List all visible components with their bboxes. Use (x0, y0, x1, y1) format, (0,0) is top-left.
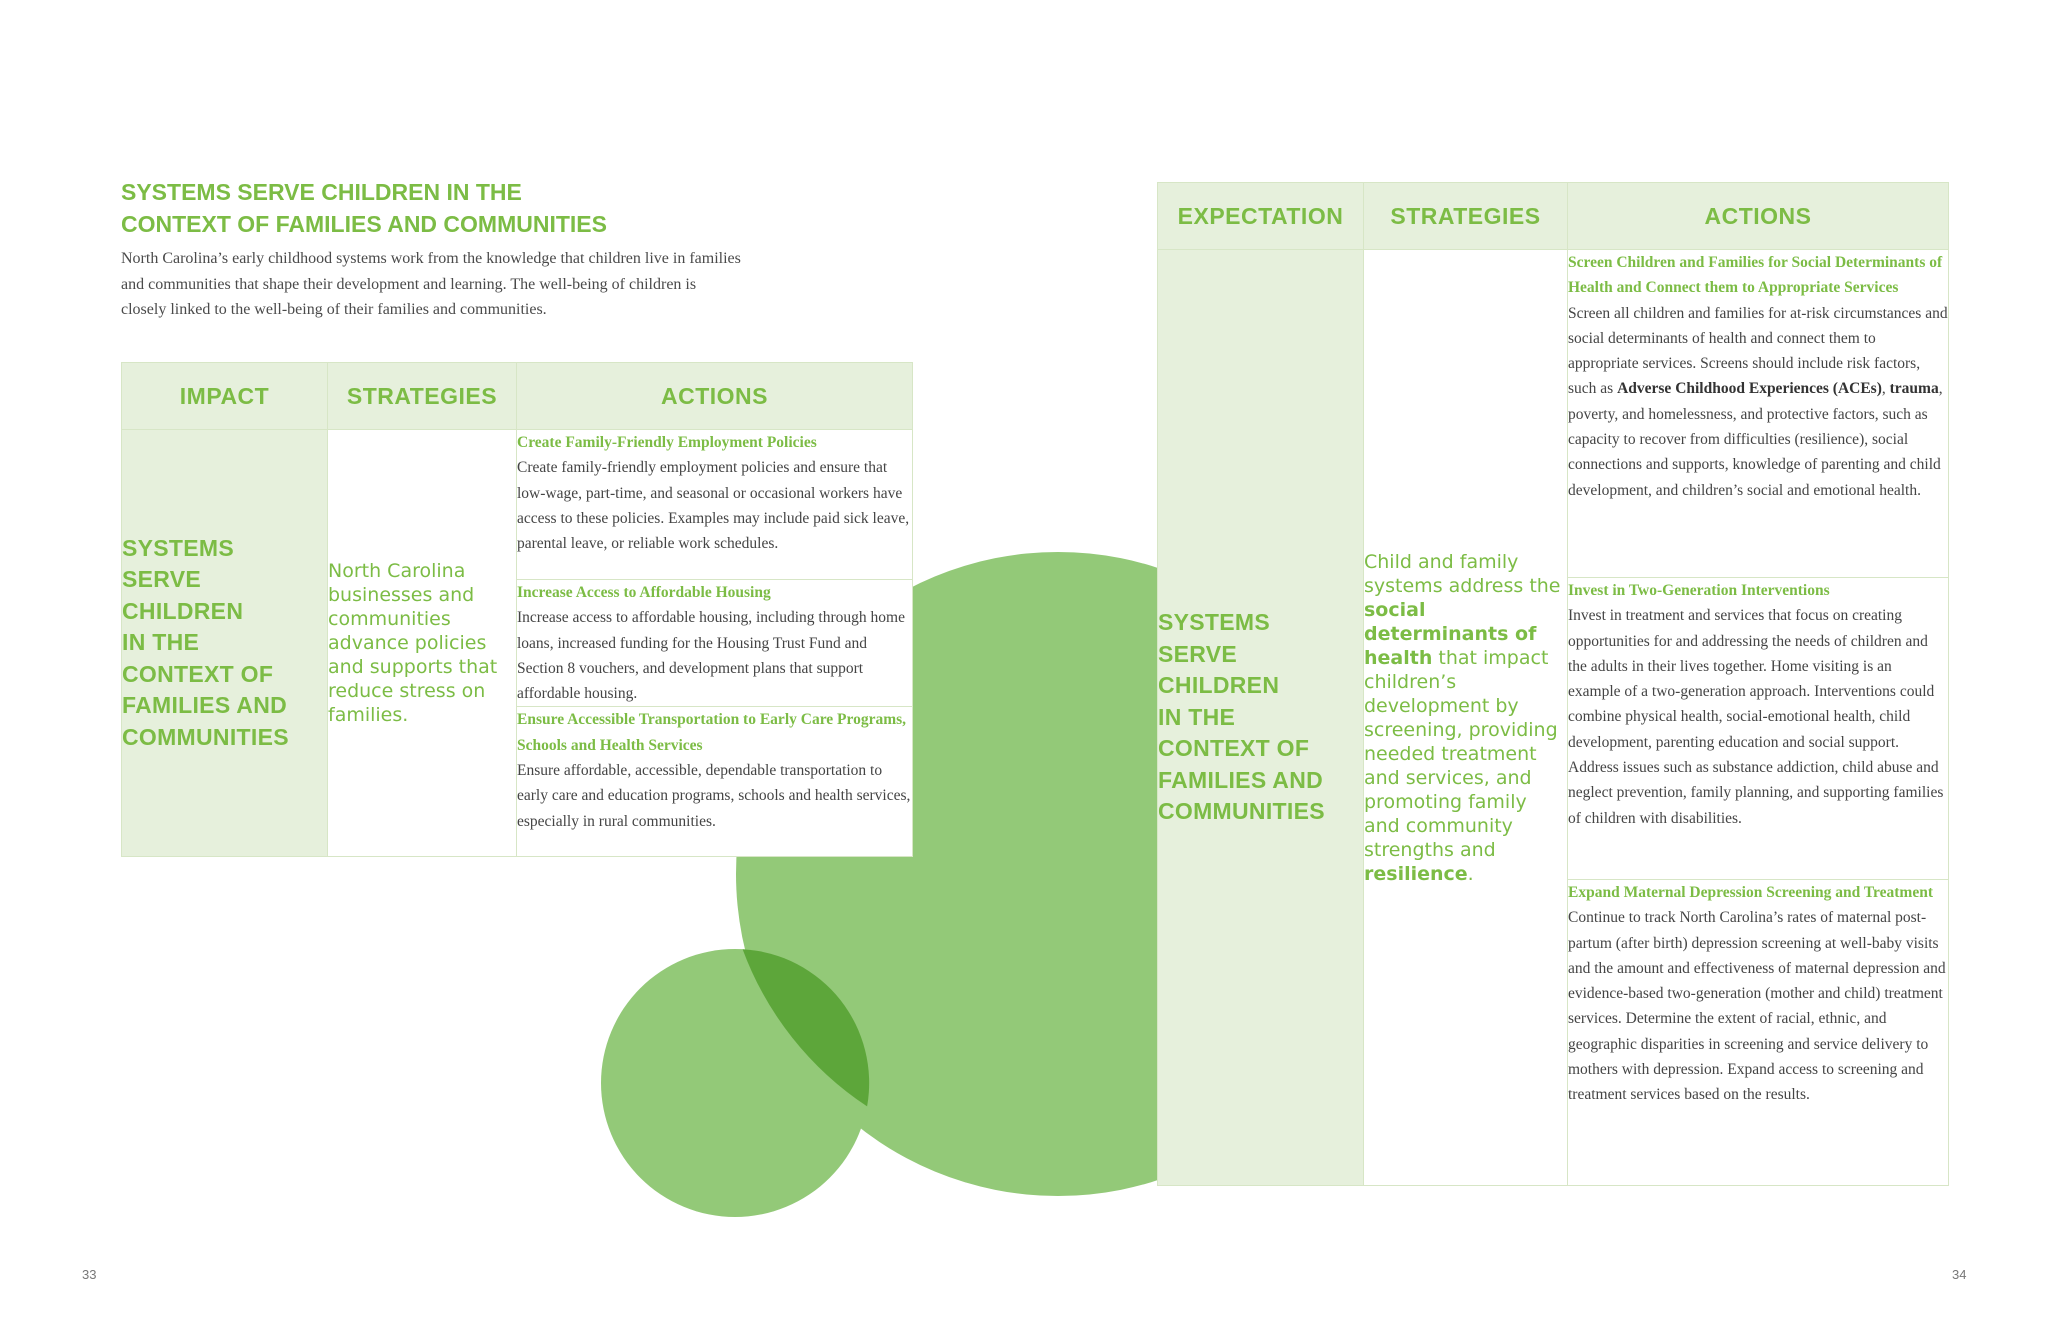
action-body-text: Screen all children and families for at-risk circumstances and social determinants of health and connect them to appropriate services. Screens should include risk factors, such as (1568, 304, 1948, 398)
page-number-right: 34 (1952, 1267, 1967, 1282)
table-header-row (1158, 183, 1949, 250)
action-title: Increase Access to Affordable Housing (517, 584, 771, 601)
action-cell (1568, 880, 1949, 1186)
action-body-text: , poverty, and homelessness, and protective factors, such as capacity to recover from difficulties (resilience), social connections and supports, knowledge of parenting and child development, and children’s social and emotional health. (1568, 380, 1943, 499)
impact-line: SERVE (122, 566, 202, 593)
action-cell (517, 580, 913, 707)
expectation-line: IN THE (1158, 703, 1236, 730)
action-bold-term: trauma (1889, 380, 1939, 398)
strategy-cell (1364, 250, 1568, 1186)
expectation-line: CONTEXT OF (1158, 735, 1310, 762)
table-row (1158, 250, 1949, 578)
column-header-strategies: STRATEGIES (328, 363, 517, 430)
action-cell (517, 430, 913, 580)
column-header-expectation: EXPECTATION (1158, 183, 1364, 250)
strategy-bold-term: resilience (1364, 862, 1468, 885)
column-header-actions: ACTIONS (1568, 183, 1949, 250)
action-title: Invest in Two-Generation Interventions (1568, 582, 1830, 599)
table-header-row (122, 363, 913, 430)
expectation-line: SERVE (1158, 640, 1238, 667)
table-row (122, 430, 913, 580)
expectation-line: SYSTEMS (1158, 609, 1271, 636)
expectation-line: COMMUNITIES (1158, 798, 1325, 825)
column-header-actions: ACTIONS (517, 363, 913, 430)
action-cell (1568, 250, 1949, 578)
action-body-text: , (1881, 380, 1890, 398)
action-body: Ensure affordable, accessible, dependable transportation to early care and education programs, schools and health services, especially in rural communities. (517, 762, 911, 830)
strategy-text: . (1467, 862, 1474, 885)
action-title: Ensure Accessible Transportation to Early Care Programs, Schools and Health Services (517, 711, 907, 754)
action-body: Continue to track North Carolina’s rates of maternal post-partum (after birth) depression screening at well-baby visits and the amount and effectiveness of maternal depression and evidence-based two-generation (mother and child) treatment services. Determine the extent of racial, ethnic, and geographic disparities in screening and service delivery to mothers with depression. Expand access to screening and treatment services based on the results. (1568, 909, 1946, 1104)
expectation-line: FAMILIES AND (1158, 766, 1324, 793)
column-header-impact: IMPACT (122, 363, 328, 430)
expectation-line: CHILDREN (1158, 672, 1280, 699)
page-number-left: 33 (82, 1267, 97, 1282)
action-bold-term: Adverse Childhood Experiences (ACEs) (1617, 380, 1882, 398)
impact-table (121, 362, 913, 857)
action-body (1568, 301, 1948, 503)
strategy-bold-term: social determinants of health (1364, 598, 1537, 669)
section-title-line: CONTEXT OF FAMILIES AND COMMUNITIES (121, 211, 607, 237)
impact-line: COMMUNITIES (122, 723, 289, 750)
action-body: Increase access to affordable housing, including through home loans, increased funding for the Housing Trust Fund and Section 8 vouchers, and development plans that support affordable housing. (517, 609, 905, 703)
action-title: Expand Maternal Depression Screening and Treatment (1568, 884, 1933, 901)
action-title: Screen Children and Families for Social Determinants of Health and Connect them to Appropriate Services (1568, 254, 1943, 297)
action-cell (517, 707, 913, 857)
column-header-strategies: STRATEGIES (1364, 183, 1568, 250)
impact-line: CONTEXT OF (122, 660, 274, 687)
expectation-table (1157, 182, 1949, 1186)
strategy-text: that impact children’s development by screening, providing needed treatment and services, and promoting family and community strengths and (1364, 646, 1558, 861)
strategy-cell: North Carolina businesses and communities advance policies and supports that reduce stress on families. (328, 430, 517, 857)
action-body: Invest in treatment and services that focus on creating opportunities for and addressing the needs of children and the adults in their lives together. Home visiting is an example of a two-generation approach. Interventions could combine physical health, social-emotional health, child development, parenting education and social support. Address issues such as substance addiction, child abuse and neglect prevention, family planning, and supporting families of children with disabilities. (1568, 607, 1944, 827)
impact-cell (122, 430, 328, 857)
action-title: Create Family-Friendly Employment Policies (517, 434, 817, 451)
section-title (121, 176, 607, 240)
impact-line: SYSTEMS (122, 534, 235, 561)
intro-paragraph: North Carolina’s early childhood systems work from the knowledge that children live in families and communities that shape their development and learning. The well-being of children is closely linked to the well-being of their families and communities. (121, 250, 741, 318)
action-body: Create family-friendly employment policies and ensure that low-wage, part-time, and seasonal or occasional workers have access to these policies. Examples may include paid sick leave, parental leave, or reliable work schedules. (517, 459, 910, 553)
action-cell (1568, 578, 1949, 880)
expectation-cell (1158, 250, 1364, 1186)
impact-line: CHILDREN (122, 597, 244, 624)
section-title-line: SYSTEMS SERVE CHILDREN IN THE (121, 179, 522, 205)
strategy-text: Child and family systems address the (1364, 550, 1561, 597)
impact-line: IN THE (122, 629, 200, 656)
impact-line: FAMILIES AND (122, 692, 288, 719)
